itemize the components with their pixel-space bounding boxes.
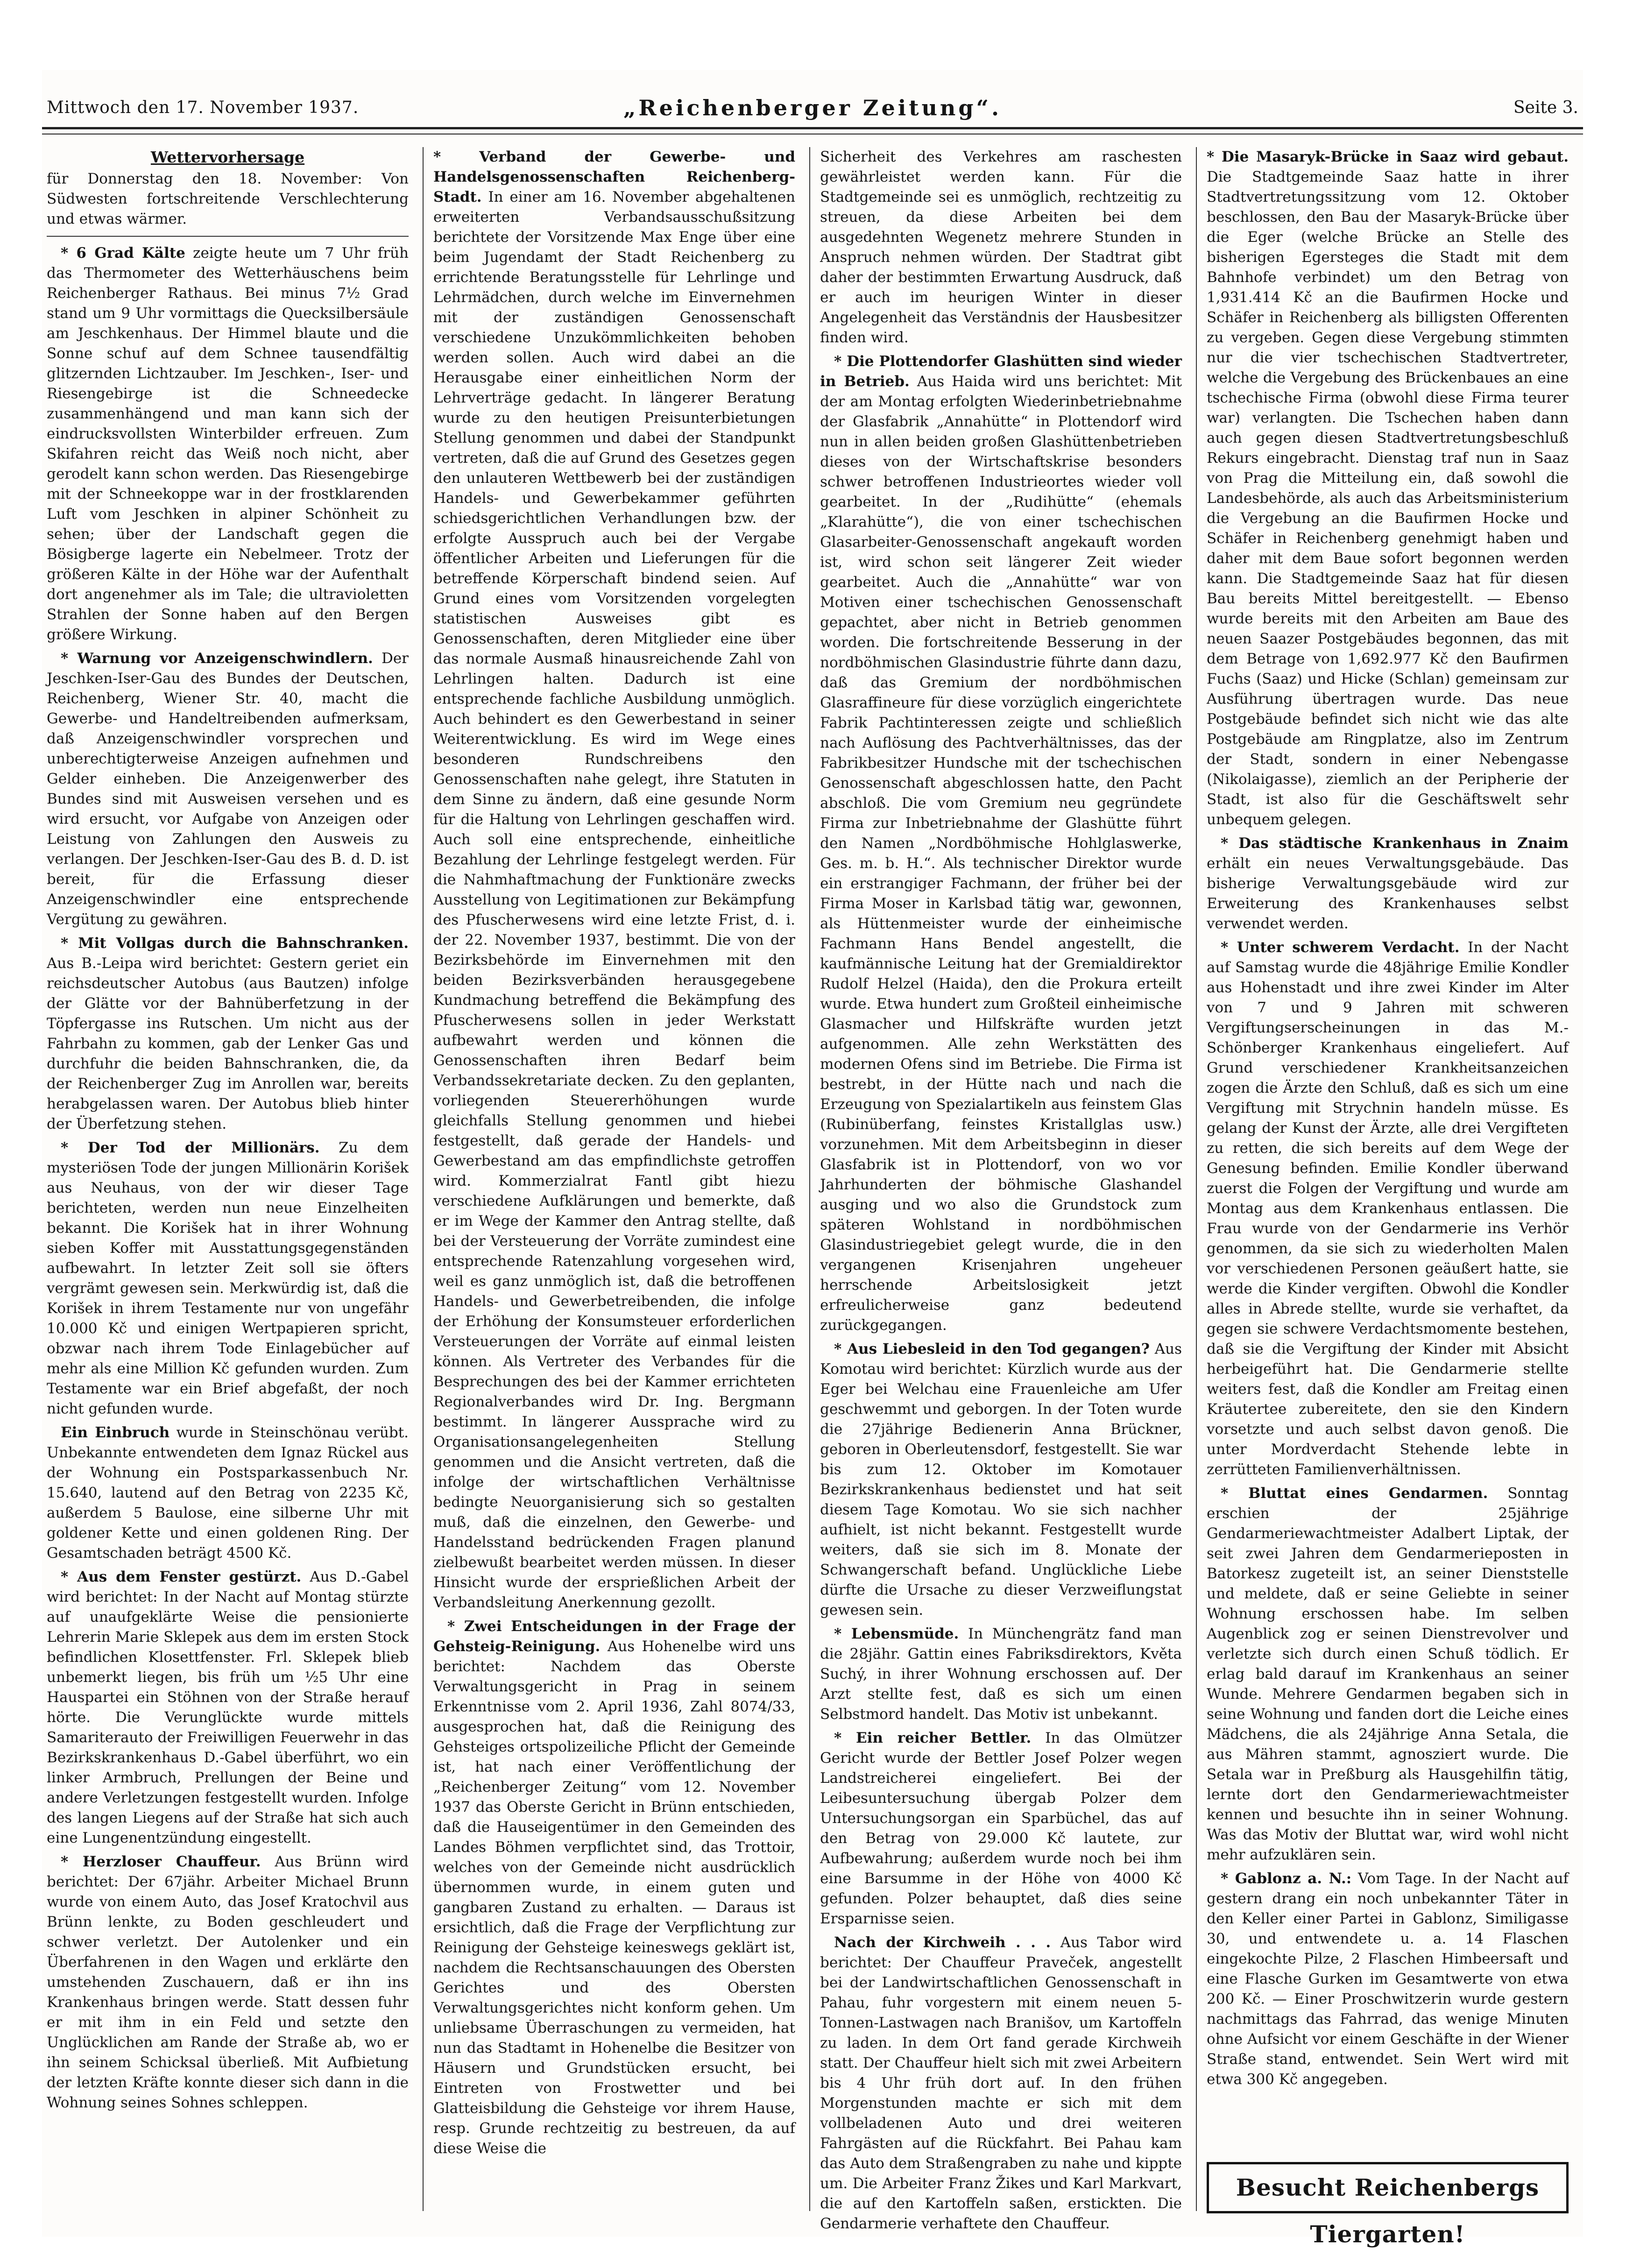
newspaper-page <box>42 70 1583 2248</box>
article <box>820 1624 1182 1724</box>
article-headline: * Die Plottendorfer Glashütten sind wieder in Betrieb. <box>820 353 1182 390</box>
article-text: In einer am 16. November abgehaltenen erweiterten Verbandsausschußsitzung berichtete der Vorsitzende Max Enge über eine beim Jugendamt der Stadt Reichenberg zu errichtende Beratungsstelle für Lehrlinge und Lehrmädchen, durch welche im Einvernehmen mit der zuständigen Genossenschaft verschiedene Unzukömmlichkeiten behoben werden sollen. Auch wird dabei an die Herausgabe einer einheitlichen Norm der Lehrverträge gedacht. In längerer Beratung wurde zu den heutigen Preisunterbietungen Stellung genommen und dabei der Standpunkt vertreten, daß die auf Grund des Gesetzes gegen den unlauteren Wettbewerb bei der zuständigen Handels- und Gewerbekammer geführten schiedsgerichtlichen Verhandlungen bzw. der erfolgte Ausspruch auch bei der Vergabe öffentlicher Arbeiten und Lieferungen für die betreffende Körperschaft bindend seien. Auf Grund eines vom Vorsitzenden vorgelegten statistischen Ausweises gibt es Genossenschaften, deren Mitglieder eine über das normale Ausmaß hinausreichende Zahl von Lehrlingen halten. Dadurch ist eine entsprechende fachliche Ausbildung unmöglich. Auch behindert es den Gewerbestand in seiner Weiterentwicklung. Es wird im Wege eines besonderen Rundschreibens den Genossenschaften nahe gelegt, ihre Statuten in dem Sinne zu ändern, daß eine gesunde Norm für die Haltung von Lehrlingen geschaffen wird. Auch soll eine entsprechende, einheitliche Bezahlung der Lehrlinge festgelegt werden. Für die Nahmhaftmachung der Funktionäre zwecks Ausstellung von Legitimationen zur Bekämpfung des Pfuscherwesens wird eine letzte Frist, d. i. der 22. November 1937, bestimmt. Die von der Bezirksbehörde im Einvernehmen mit den beiden Bezirksverbänden herausgegebene Kundmachung betreffend die Bekämpfung des Pfuscherwesens sollen in jeder Werkstatt aufbewahrt werden und können die Genossenschaften ihren Bedarf beim Verbandssekretariate decken. Zu den geplanten, vorliegenden Steuererhöhungen wurde gleichfalls Stellung genommen und hiebei festgestellt, daß gerade der Handels- und Gewerbestand am das empfindlichste getroffen wird. Kommerzialrat Fantl gibt hiezu verschiedene Aufklärungen und bemerkte, daß er im Wege der Kammer den Antrag stellte, daß bei der Versteuerung der Vorräte zumindest eine entsprechende Ratenzahlung vorgesehen wird, weil es ganz unmöglich ist, daß die betroffenen Handels- und Gewerbetreibenden, die infolge der Erhöhung der Konsumsteuer erforderlichen Versteuerungen der Vorräte auf einmal leisten können. Als Vertreter des Verbandes für die Besprechungen des bei der Kammer errichteten Regionalverbandes wird Dr. Ing. Bergmann bestimmt. In längerer Aussprache wird zu Organisationsangelegenheiten Stellung genommen und die Ansicht vertreten, daß die infolge der wirtschaftlichen Verhältnisse bedingte Neuorganisierung sich so gestalten muß, daß die einzelnen, den Gewerbe- und Handelsstand bedrückenden Fragen planund zielbewußt bearbeitet werden müssen. In dieser Hinsicht wurde der ersprießlichen Arbeit der Verbandsleitung Anerkennung gezollt. <box>433 189 796 1611</box>
article-text: zeigte heute um 7 Uhr früh das Thermometer des Wetterhäuschens beim Reichenberger Rathaus. Bei minus 7½ Grad stand um 9 Uhr vormittags die Quecksilbersäule am Jeschkenhaus. Der Himmel blaute und die Sonne schuf auf dem Schnee tausendfältig glitzernden Lichtzauber. Im Jeschken-, Iser- und Riesengebirge ist die Schneedecke zusammenhängend und man kann sich der eindrucksvollsten Winterbilder erfreuen. Zum Skifahren reicht das Weiß noch nicht, aber gerodelt kann schon werden. Das Riesengebirge mit der Schneekoppe war in der frostklarenden Luft vom Jeschken in alpiner Schönheit zu sehen; über der Landschaft gegen die Bösigberge lagerte ein Nebelmeer. Trotz der größeren Kälte in der Höhe war der Aufenthalt dort angenehmer als im Tale; die ultravioletten Strahlen der Sonne haben auf den Bergen größere Wirkung. <box>47 245 409 643</box>
article <box>47 1567 409 1848</box>
article-text: In das Olmützer Gericht wurde der Bettler Josef Polzer wegen Landstreicherei eingeliefert. Bei der Leibesuntersuchung übergab Polzer dem Untersuchungsorgan ein Sparbüchel, das auf den Betrag von 29.000 Kč lautete, zur Aufbewahrung; außerdem wurde noch bei ihm eine Barsumme in der Höhe von 4000 Kč gefunden. Polzer behauptet, daß dies seine Ersparnisse seien. <box>820 1730 1182 1927</box>
article-headline: * Der Tod der Millionärs. <box>61 1139 320 1156</box>
article-headline: * Bluttat eines Gendarmen. <box>1221 1485 1488 1502</box>
article <box>820 1339 1182 1620</box>
article-text: Sicherheit des Verkehres am raschesten gewährleistet werden kann. Für die Stadtgemeinde sei es unmöglich, rechtzeitig zu streuen, da diese Arbeiten bei dem ausgedehnten Wegenetz mehrere Stunden in Anspruch nehmen würden. Der Stadtrat gibt daher der bestimmten Erwartung Ausdruck, daß er auch im heurigen Winter in dieser Angelegenheit das Verständnis der Hausbesitzer finden wird. <box>820 148 1182 346</box>
weather-title: Wettervorhersage <box>150 148 305 166</box>
article-text: Sonntag erschien der 25jährige Gendarmeriewachtmeister Adalbert Liptak, der seit zwei Jahren dem Gendarmerieposten in Batorkesz zugeteilt ist, an seiner Dienststelle und meldete, daß er seine Geliebte in seiner Wohnung erschossen habe. Im selben Augenblick zog er seinen Dienstrevolver und verletzte sich durch einen Schuß tödlich. Er erlag bald darauf im Krankenhaus an seiner Wunde. Mehrere Gendarmen begaben sich in seine Wohnung und fanden dort die Leiche eines Mädchens, die als 24jährige Anna Setala, die aus Mähren stammt, agnosziert wurde. Die Setala war in Preßburg als Hausgehilfin tätig, lernte dort den Gendarmeriewachtmeister kennen und besuchte ihn in seiner Wohnung. Was das Motiv der Bluttat war, wird wohl nicht mehr aufzuklären sein. <box>1207 1485 1569 1863</box>
article <box>47 1138 409 1419</box>
article <box>1207 834 1569 934</box>
separator <box>47 236 409 237</box>
article-text: Die Stadtgemeinde Saaz hatte in ihrer Stadtvertretungssitzung vom 12. Oktober beschlossen, den Bau der Masaryk-Brücke über die Eger (welche Brücke an Stelle des bisherigen Egersteges die Stadt mit dem Bahnhofe verbindet) um den Betrag von 1,931.414 Kč an die Baufirmen Hocke und Schäfer in Reichenberg als billigsten Offerenten zu vergeben. Gegen diese Vergebung stimmten nur die vier tschechischen Stadtvertreter, welche die Vergebung des Brückenbaues an eine tschechische Firma (obwohl diese Firma teurer war) verlangten. Die Tschechen haben dann auch gegen diesen Stadtvertretungsbeschluß Rekurs eingebracht. Dienstag traf nun in Saaz von Prag die Mitteilung ein, daß sowohl die Landesbehörde, als auch das Arbeitsministerium die Vergebung an die Baufirmen Hocke und Schäfer in Reichenberg genehmigt haben und daher mit dem Baue sofort begonnen werden kann. Die Stadtgemeinde Saaz hat für diesen Bau bereits Mittel bereitgestellt. — Ebenso wurde bereits mit den Arbeiten am Baue des neuen Saazer Postgebäudes begonnen, das mit dem Betrage von 1,692.977 Kč den Baufirmen Fuchs (Saaz) und Hicke (Schlan) gemeinsam zur Ausführung übertragen wurde. Das neue Postgebäude befindet sich nicht wie das alte Postgebäude am Ringplatze, also im Zentrum der Stadt, sondern in einer Nebengasse (Nikolaigasse), ziemlich an der Peripherie der Stadt, ist also für die Geschäftswelt sehr unbequem gelegen. <box>1207 169 1569 828</box>
article <box>820 1728 1182 1929</box>
article-headline: * 6 Grad Kälte <box>61 245 185 261</box>
article-headline: Nach der Kirchweih . . . <box>834 1934 1051 1951</box>
article <box>433 1617 795 2159</box>
article <box>1207 1869 1569 2090</box>
page-number: Seite 3. <box>1513 98 1578 117</box>
article-text: Aus Komotau wird berichtet: Kürzlich wurde aus der Eger bei Welchau eine Frauenleiche am Ufer geschwemmt und geborgen. In der Toten wurde die 27jährige Bedienerin Anna Brückner, geboren in Oberleutensdorf, festgestellt. Sie war bis zum 12. Oktober im Komotauer Bezirkskrankenhaus bedienstet und hat seit diesem Tage Komotau. Wo sie sich nachher aufhielt, ist nicht bekannt. Festgestellt wurde weiters, daß sie sich im 8. Monate der Schwangerschaft befand. Unglückliche Liebe dürfte die Ursache zu dieser Verzweiflungstat gewesen sein. <box>820 1341 1182 1618</box>
header-date: Mittwoch den 17. November 1937. <box>47 98 359 117</box>
article <box>47 243 409 645</box>
advertisement-box: Besucht Reichenbergs Tiergarten! <box>1207 2162 1569 2213</box>
column-1 <box>47 147 409 2211</box>
article-headline: * Herzloser Chauffeur. <box>61 1853 261 1870</box>
article-text: Aus Brünn wird berichtet: Der 67jähr. Arbeiter Michael Brunn wurde von einem Auto, das Josef Kratochvil aus Brünn lenkte, zu Boden geschleudert und schwer verletzt. Der Autolenker und ein Überfahrenen in den Wagen und erklärte den umstehenden Zuschauern, daß er ihn ins Krankenhaus bringen werde. Statt dessen fuhr er mit ihm in ein Feld und setzte den Unglücklichen am Rande der Straße ab, wo er ihn seinem Schicksal überließ. Mit Aufbietung der letzten Kräfte konnte dieser sich dann in die Wohnung seines Sohnes schleppen. <box>47 1853 409 2111</box>
column-rule <box>809 147 810 2211</box>
article <box>47 1852 409 2113</box>
article-continuation <box>820 147 1182 348</box>
article-headline: * Die Masaryk-Brücke in Saaz wird gebaut. <box>1207 148 1569 165</box>
article-headline: * Das städtische Krankenhaus in Znaim <box>1221 835 1569 852</box>
article-headline: * Unter schwerem Verdacht. <box>1221 939 1460 956</box>
article-text: Der Jeschken-Iser-Gau des Bundes der Deutschen, Reichenberg, Wiener Str. 40, macht die Gewerbe- und Handeltreibenden aufmerksam, daß Anzeigenschwindler vorsprechen und unberechtigterweise Anzeigen aufnehmen und Gelder einheben. Die Anzeigenwerber des Bundes sind mit Ausweisen versehen und es wird ersucht, vor Aufgabe von Anzeigen oder Leistung von Zahlungen den Ausweis zu verlangen. Der Jeschken-Iser-Gau des B. d. D. ist bereit, für die Erfassung dieser Anzeigenschwindler eine entsprechende Vergütung zu gewähren. <box>47 650 409 928</box>
article-text: Aus Haida wird uns berichtet: Mit der am Montag erfolgten Wiederinbetriebnahme der Glasfabrik „Annahütte“ in Plottendorf wird nun in allen beiden großen Glashüttenbetrieben dieses von der Wirtschaftskrise besonders schwer betroffenen Industrieortes wieder voll gearbeitet. In der „Rudihütte“ (ehemals „Klarahütte“), die von einer tschechischen Glasarbeiter-Genossenschaft angekauft worden ist, wird schon seit längerer Zeit wieder gearbeitet. Auch die „Annahütte“ war von Motiven einer tschechischen Genossenschaft gepachtet, aber nicht in Betrieb genommen worden. Die fortschreitende Besserung in der nordböhmischen Glasindustrie führte dann dazu, daß das Gremium der nordböhmischen Glasraffineure für diese vorzüglich eingerichtete Fabrik Pachtinteressen zeigte und schließlich nach Auflösung des Pachtverhältnisses, das der Fabrikbesitzer Hundsche mit der tschechischen Genossenschaft abgeschlossen hatte, den Pacht abschloß. Die vom Gremium neu gegründete Firma zur Inbetriebnahme der Glashütte führt den Namen „Nordböhmische Hohlglaswerke, Ges. m. b. H.“. Als technischer Direktor wurde ein erstrangiger Fachmann, der früher bei der Firma Moser in Karlsbad tätig war, gewonnen, als Hüttenmeister wurde der einheimische Fachmann Hans Bendel angestellt, die kaufmännische Leitung hat der Gremialdirektor Rudolf Helzel (Haida), den die Prokura erteilt wurde. Etwa hundert zum Großteil einheimische Glasmacher und Hilfskräfte wurden jetzt aufgenommen. Alle zehn Werkstätten des modernen Ofens sind im Betriebe. Die Firma ist bestrebt, in der Hütte nach und nach die Erzeugung von Spezialartikeln aus feinstem Glas (Rubinüberfang, feinstes Kristallglas usw.) vorzunehmen. Mit dem Arbeitsbeginn in dieser Glasfabrik ist in Plottendorf, von wo vor Jahrhunderten der böhmische Glashandel ausging und wo also die Grundstock zum späteren Wohlstand in nordböhmischen Glasindustriegebiet gelegt wurde, die in den vergangenen Krisenjahren ungeheuer herrschende Arbeitslosigkeit jetzt erfreulicherweise ganz bedeutend zurückgegangen. <box>820 373 1182 1334</box>
article-text: Aus B.-Leipa wird berichtet: Gestern geriet ein reichsdeutscher Autobus (aus Bautzen) infolge der Glätte vor der Bahnüberfetzung in der Töpfergasse ins Rutschen. Um nicht aus der Fahrbahn zu kommen, gab der Lenker Gas und durchfuhr die beiden Bahnschranken, die, da der Reichenberger Zug im Anrollen war, bereits herabgelassen waren. Der Autobus blieb hinter der Überfetzung stehen. <box>47 955 409 1132</box>
article <box>433 147 795 1613</box>
article-headline: * Aus dem Fenster gestürzt. <box>61 1569 302 1585</box>
article-headline: Ein Einbruch <box>61 1424 170 1441</box>
article-text: wurde in Steinschönau verübt. Unbekannte entwendeten dem Ignaz Rückel aus der Wohnung ein Postsparkassenbuch Nr. 15.640, lautend auf den Betrag von 2235 Kč, außerdem 5 Baulose, eine silberne Uhr mit goldener Kette und einen goldenen Ring. Der Gesamtschaden beträgt 4500 Kč. <box>47 1424 409 1561</box>
article <box>820 1933 1182 2234</box>
article-headline: * Verband der Gewerbe- und Handelsgenossenschaften Reichenberg-Stadt. <box>433 148 795 205</box>
weather-text: für Donnerstag den 18. November: Von Südwesten fortschreitende Verschlechterung und etwas wärmer. <box>47 170 409 227</box>
article-text: Aus D.-Gabel wird berichtet: In der Nacht auf Montag stürzte auf unaufgeklärte Weise die pensionierte Lehrerin Marie Sklepek aus dem im ersten Stock befindlichen Klosettfenster. Frl. Sklepek blieb unbemerkt liegen, bis früh um ½5 Uhr eine Hauspartei ein Stöhnen von der Straße herauf hörte. Die Verunglückte wurde mittels Samariterauto der Freiwilligen Feuerwehr in das Bezirkskrankenhaus D.-Gabel überführt, wo ein linker Armbruch, Prellungen der Beine und andere Verletzungen festgestellt wurden. Infolge des langen Liegens auf der Straße hat sich auch eine Lungenentzündung eingestellt. <box>47 1569 409 1846</box>
article <box>820 352 1182 1335</box>
article-text: Aus Tabor wird berichtet: Der Chauffeur Praveček, angestellt bei der Landwirtschaftlichen Genossenschaft in Pahau, fuhr vorgestern mit einem neuen 5-Tonnen-Lastwagen nach Branišov, um Kartoffeln zu laden. In dem Ort fand gerade Kirchweih statt. Der Chauffeur hielt sich mit zwei Arbeitern bis 4 Uhr früh dort auf. In den frühen Morgenstunden machte er sich mit dem vollbeladenen Auto und drei weiteren Fahrgästen auf die Rückfahrt. Bei Pahau kam das Auto dem Straßengraben zu nahe und kippte um. Die Arbeiter Franz Žikes und Karl Markvart, die auf den Kartoffeln saßen, erstickten. Die Gendarmerie verhaftete den Chauffeur. <box>820 1934 1182 2232</box>
article <box>47 1423 409 1563</box>
article <box>1207 1484 1569 1865</box>
article-headline: * Gablonz a. N.: <box>1221 1870 1352 1887</box>
article-headline: * Ein reicher Bettler. <box>834 1730 1032 1746</box>
article <box>47 933 409 1134</box>
article <box>1207 147 1569 830</box>
article-headline: * Warnung vor Anzeigenschwindlern. <box>61 650 373 667</box>
article <box>1207 938 1569 1480</box>
column-4 <box>1207 147 1569 2150</box>
masthead-title: „Reichenberger Zeitung“. <box>623 95 1002 120</box>
article-text: erhält ein neues Verwaltungsgebäude. Das bisherige Verwaltungsgebäude wird zur Erweiterung des Krankenhauses selbst verwendet werden. <box>1207 855 1569 932</box>
article-text: In der Nacht auf Samstag wurde die 48jährige Emilie Kondler aus Hohenstadt und ihre zwei Kinder im Alter von 7 und 9 Jahren mit schweren Vergiftungserscheinungen in das M.-Schönberger Krankenhaus eingeliefert. Auf Grund verschiedener Krankheitsanzeichen zogen die Ärzte den Schluß, daß es sich um eine Vergiftung mit Strychnin handeln müsse. Es gelang der Kunst der Ärzte, alle drei Vergifteten zu retten, die sich bereits auf dem Wege der Genesung befinden. Emilie Kondler überwand zuerst die Folgen der Vergiftung und wurde am Montag aus dem Krankenhaus entlassen. Die Frau wurde von der Gendarmerie ins Verhör genommen, da sie sich zu wiederholten Malen vor verschiedenen Personen geäußert hatte, sie werde die Kinder vergiften. Obwohl die Kondler alles in Abrede stellte, wurde sie verhaftet, da gegen sie schwere Verdachtsmomente bestehen, daß sie die Vergiftung der Kinder mit Absicht herbeigeführt hat. Die Gendarmerie stellte weiters fest, daß die Kondler am Freitag einen Kräutertee zubereitete, den sie den Kindern vorsetzte und auch selbst davon genoß. Die unter Mordverdacht Stehende lebte in zerrütteten Familienverhältnissen. <box>1207 939 1569 1478</box>
article-text: Zu dem mysteriösen Tode der jungen Millionärin Korišek aus Neuhaus, von der wir dieser Tage berichteten, werden nun neue Einzelheiten bekannt. Die Korišek hat in ihrer Wohnung sieben Koffer mit Ausstattungsgegenständen aufbewahrt. In letzter Zeit soll sie öfters vergrämt gewesen sein. Merkwürdig ist, daß die Korišek in ihrem Testamente nur von ungefähr 10.000 Kč und einigen Wertpapieren spricht, obzwar nach ihrem Tode Einlagebücher auf mehr als eine Million Kč gefunden wurden. Zum Testamente war ein Brief abgefaßt, der noch nicht gefunden wurde. <box>47 1139 409 1417</box>
page-header <box>47 89 1578 126</box>
column-rule <box>423 147 424 2211</box>
article-headline: * Mit Vollgas durch die Bahnschranken. <box>61 935 409 952</box>
column-rule <box>1196 147 1197 2211</box>
article-headline: * Lebensmüde. <box>834 1625 959 1642</box>
article <box>47 649 409 930</box>
article-text: Aus Hohenelbe wird uns berichtet: Nachdem das Oberste Verwaltungsgericht in Prag in seinem Erkenntnisse vom 2. April 1936, Zahl 8074/33, ausgesprochen hat, daß die Reinigung des Gehsteiges ortspolizeiliche Pflicht der Gemeinde ist, hat nach einer Veröffentlichung der „Reichenberger Zeitung“ vom 12. November 1937 das Oberste Gericht in Brünn entschieden, daß die Hauseigentümer in den Gemeinden des Landes Böhmen verpflichtet sind, das Trottoir, welches von der Gemeinde nicht ausdrücklich übernommen wurde, in einem guten und gangbaren Zustand zu erhalten. — Daraus ist ersichtlich, daß die Frage der Verpflichtung zur Reinigung der Gehsteige keineswegs geklärt ist, nachdem die Rechtsanschauungen des Obersten Gerichtes und des Obersten Verwaltungsgerichtes nicht konform gehen. Um unliebsame Überraschungen zu vermeiden, hat nun das Stadtamt in Hohenelbe die Besitzer von Häusern und Grundstücken ersucht, bei Eintreten von Frostwetter und bei Glatteisbildung die Gehsteige vor ihrem Hause, resp. Grunde rechtzeitig zu bestreuen, da auf diese Weise die <box>433 1638 795 2157</box>
article-headline: * Aus Liebesleid in den Tod gegangen? <box>834 1341 1150 1357</box>
article-text: Vom Tage. In der Nacht auf gestern drang ein noch unbekannter Täter in den Keller einer Partei in Gablonz, Similigasse 30, und entwendete u. a. 14 Flaschen eingekochte Pilze, 2 Flaschen Himbeersaft und eine Flasche Gurken im Gesamtwerte von etwa 200 Kč. — Einer Proschwitzerin wurde gestern nachmittags das Fahrrad, das wenige Minuten ohne Aufsicht vor einem Geschäfte in der Wiener Straße stand, entwendet. Sein Wert wird mit etwa 300 Kč angegeben. <box>1207 1870 1569 2088</box>
column-2 <box>433 147 795 2211</box>
header-rule <box>42 127 1583 129</box>
column-3 <box>820 147 1182 2232</box>
article-headline: * Zwei Entscheidungen in der Frage der Gehsteig-Reinigung. <box>433 1618 795 1655</box>
article-text: In Münchengrätz fand man die 28jähr. Gattin eines Fabriksdirektors, Květa Suchý, in ihrer Wohnung erschossen auf. Der Arzt stellte fest, daß es sich um einen Selbstmord handelt. Das Motiv ist unbekannt. <box>820 1625 1182 1723</box>
